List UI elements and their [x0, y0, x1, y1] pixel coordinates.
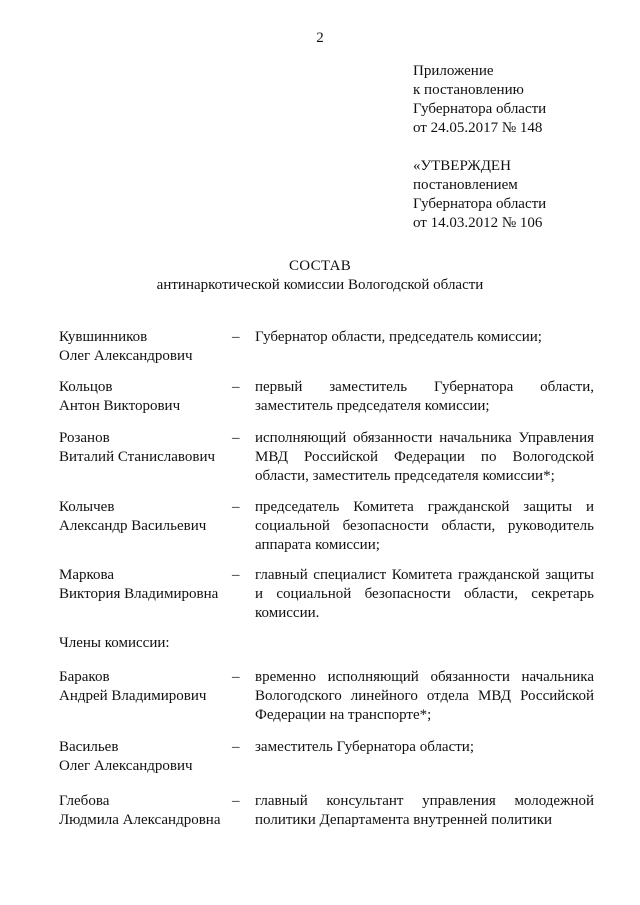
member-role: председатель Комитета гражданской защиты и социальной безопасности области, руководитель аппарата комиссии; — [255, 499, 594, 553]
member-given-name: Андрей Владимирович — [59, 688, 207, 704]
dash-separator: – — [232, 329, 240, 345]
appendix-date-line: от 24.05.2017 № 148 — [413, 120, 543, 136]
member-name — [59, 738, 234, 776]
title-main: СОСТАВ — [288, 258, 352, 274]
appendix-line: к постановлению — [413, 82, 524, 98]
member-role: временно исполняющий обязанности начальника Вологодского линейного отдела МВД Российской Федерации на транспорте*; — [255, 669, 594, 723]
member-surname: Васильев — [59, 739, 119, 755]
member-given-name: Виталий Станиславович — [59, 449, 216, 465]
member-surname: Кольцов — [59, 379, 113, 395]
approved-line: Губернатора области — [413, 196, 547, 212]
dash-separator: – — [232, 499, 240, 515]
member-role: заместитель Губернатора области; — [255, 739, 475, 755]
member-name — [59, 328, 234, 366]
member-role: главный специалист Комитета гражданской защиты и социальной безопасности области, секретарь комиссии. — [255, 567, 594, 621]
dash-separator: – — [232, 793, 240, 809]
member-given-name: Олег Александрович — [59, 348, 193, 364]
member-given-name: Виктория Владимировна — [59, 586, 219, 602]
member-surname: Кувшинников — [59, 329, 148, 345]
member-surname: Бараков — [59, 669, 110, 685]
member-given-name: Александр Васильевич — [59, 518, 207, 534]
member-surname: Розанов — [59, 430, 110, 446]
member-name — [59, 668, 234, 706]
document-title — [0, 257, 640, 295]
member-role: главный консультант управления молодежной политики Департамента внутренней политики — [255, 793, 594, 828]
dash-separator: – — [232, 567, 240, 583]
member-role: Губернатор области, председатель комиссии; — [255, 329, 542, 345]
dash-separator: – — [232, 669, 240, 685]
approved-line: «УТВЕРЖДЕН — [413, 158, 511, 174]
dash-separator: – — [232, 739, 240, 755]
appendix-note — [413, 62, 546, 138]
member-role: исполняющий обязанности начальника Управления МВД Российской Федерации по Вологодской области, заместитель председателя комиссии*; — [255, 430, 594, 484]
member-given-name: Людмила Александровна — [59, 812, 221, 828]
title-subtitle: антинаркотической комиссии Вологодской области — [156, 277, 484, 293]
appendix-line: Губернатора области — [413, 101, 547, 117]
member-name — [59, 792, 234, 830]
approved-line: постановлением — [413, 177, 518, 193]
member-surname: Колычев — [59, 499, 115, 515]
member-name — [59, 429, 234, 467]
appendix-line: Приложение — [413, 63, 494, 79]
member-name — [59, 566, 234, 604]
members-heading: Члены комиссии: — [59, 635, 170, 651]
approved-date-line: от 14.03.2012 № 106 — [413, 215, 543, 231]
member-role: первый заместитель Губернатора области, заместитель председателя комиссии; — [255, 379, 594, 414]
page-number: 2 — [316, 30, 324, 46]
dash-separator: – — [232, 430, 240, 446]
member-given-name: Антон Викторович — [59, 398, 181, 414]
approval-stamp-text — [413, 157, 546, 233]
dash-separator: – — [232, 379, 240, 395]
member-surname: Глебова — [59, 793, 110, 809]
member-given-name: Олег Александрович — [59, 758, 193, 774]
member-name — [59, 498, 234, 536]
member-name — [59, 378, 234, 416]
member-surname: Маркова — [59, 567, 115, 583]
